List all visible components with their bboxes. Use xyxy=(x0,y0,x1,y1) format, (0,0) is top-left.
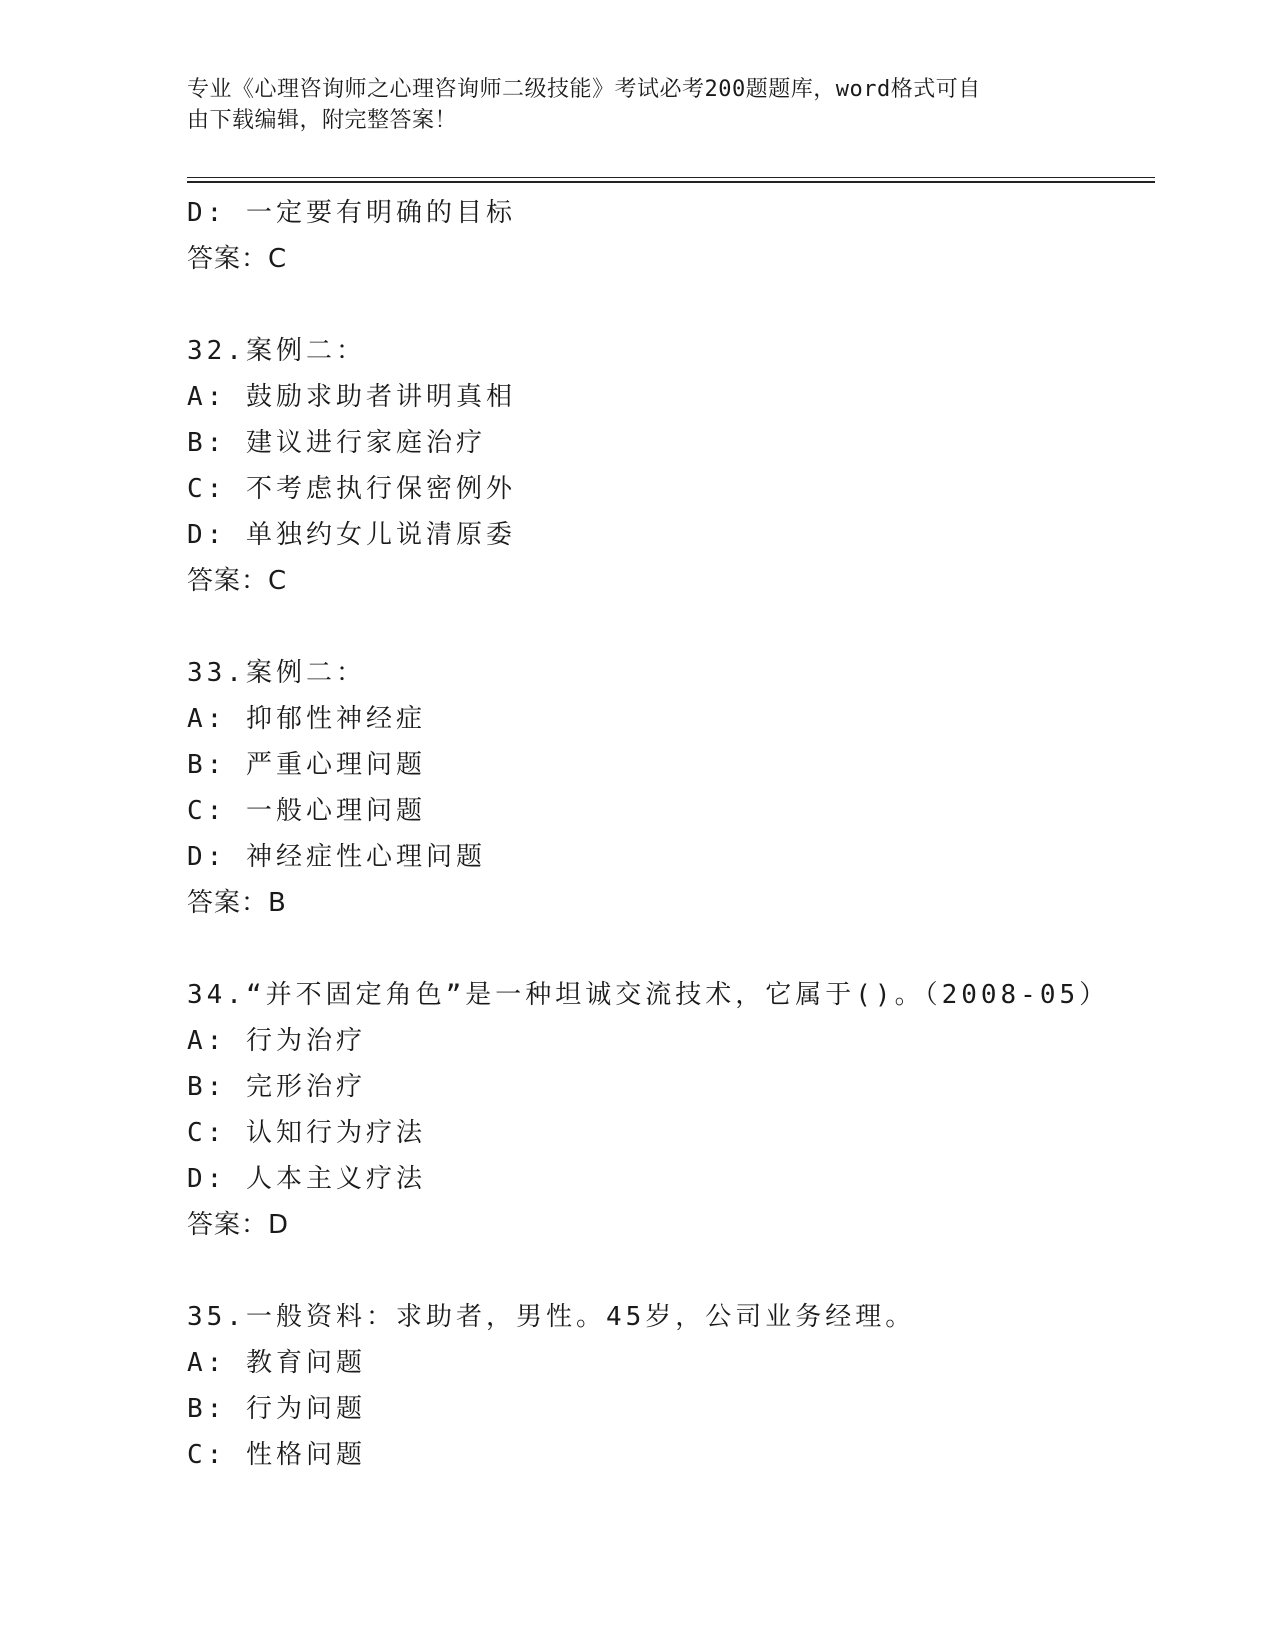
answer-key: 答案：C xyxy=(187,566,288,596)
answer-key: 答案：B xyxy=(187,888,287,918)
answer-option: C: 不考虑执行保密例外 xyxy=(187,474,516,504)
answer-option: B: 严重心理问题 xyxy=(187,750,426,780)
answer-option: B: 行为问题 xyxy=(187,1394,366,1424)
header-divider-bottom xyxy=(187,181,1155,183)
answer-option: A: 抑郁性神经症 xyxy=(187,704,426,734)
answer-key: 答案：C xyxy=(187,244,288,274)
answer-option: D: 神经症性心理问题 xyxy=(187,842,486,872)
question-stem: 33.案例二： xyxy=(187,658,366,688)
answer-option: C: 性格问题 xyxy=(187,1440,366,1470)
question-stem: 35.一般资料：求助者，男性。45岁，公司业务经理。 xyxy=(187,1302,916,1332)
header-line-2: 由下载编辑，附完整答案！ xyxy=(187,108,458,133)
spacer xyxy=(187,282,1167,328)
answer-option: C: 一般心理问题 xyxy=(187,796,426,826)
answer-option: D: 人本主义疗法 xyxy=(187,1164,426,1194)
answer-option: A: 鼓励求助者讲明真相 xyxy=(187,382,516,412)
answer-option: A: 行为治疗 xyxy=(187,1026,366,1056)
spacer xyxy=(187,926,1167,972)
header-line-1: 专业《心理咨询师之心理咨询师二级技能》考试必考200题题库，word格式可自 xyxy=(187,77,981,102)
answer-option: A: 教育问题 xyxy=(187,1348,366,1378)
header-divider-top xyxy=(187,177,1155,178)
question-list xyxy=(187,190,1167,1478)
spacer xyxy=(187,604,1167,650)
question-stem: 32.案例二： xyxy=(187,336,366,366)
answer-option: B: 完形治疗 xyxy=(187,1072,366,1102)
answer-option: D: 一定要有明确的目标 xyxy=(187,198,516,228)
answer-option: C: 认知行为疗法 xyxy=(187,1118,426,1148)
question-stem: 34.“并不固定角色”是一种坦诚交流技术，它属于()。（2008-05） xyxy=(187,980,1110,1010)
answer-option: D: 单独约女儿说清原委 xyxy=(187,520,516,550)
answer-option: B: 建议进行家庭治疗 xyxy=(187,428,486,458)
spacer xyxy=(187,1248,1167,1294)
document-header xyxy=(187,74,1087,136)
answer-key: 答案：D xyxy=(187,1210,290,1240)
